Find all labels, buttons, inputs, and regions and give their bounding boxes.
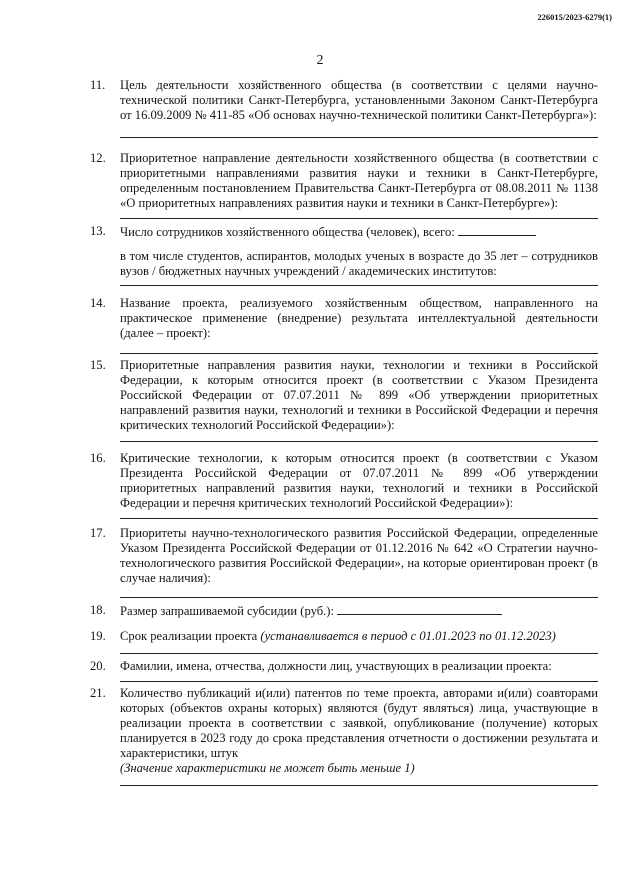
item-number: 16. bbox=[90, 451, 106, 465]
form-item-11 bbox=[90, 78, 598, 123]
item-text: Размер запрашиваемой субсидии (руб.): bbox=[120, 604, 335, 618]
item-text: Цель деятельности хозяйственного общества (в соответствии с целями научно-технической политики Санкт-Петербурга, установленными Законом Санкт-Петербурга от 16.09.2009 № 411-85 «Об основах научно-технической политики Санкт-Петербурга»): bbox=[120, 78, 598, 122]
item-text: Количество публикаций и(или) патентов по теме проекта, авторами и(или) соавторами которых (объектов охраны которых) являются (будут являться) лица, участвующие в реализации проекта в соответствии с заявкой, опубликование (получение) которых планируется в 2023 году до срока представления отчетности о достижении результата и характеристики, штук bbox=[120, 686, 598, 760]
item-text: Приоритетное направление деятельности хозяйственного общества (в соответствии с приоритетными направлениями развития науки и техники в Санкт-Петербурге, определенным постановлением Правительства Санкт-Петербурга от 08.08.2011 № 1138 «О приоритетных направлениях развития науки и техники в Санкт-Петербурге»): bbox=[120, 151, 598, 210]
form-item-21 bbox=[90, 686, 598, 776]
item-number: 13. bbox=[90, 224, 106, 238]
item-number: 11. bbox=[90, 78, 106, 92]
item-number: 17. bbox=[90, 526, 106, 540]
form-item-12 bbox=[90, 151, 598, 211]
item-subtext: в том числе студентов, аспирантов, молодых ученых в возрасте до 35 лет – сотрудников вузов / бюджетных научных учреждений / академических институтов: bbox=[120, 249, 598, 278]
item-text: Число сотрудников хозяйственного общества (человек), всего: bbox=[120, 225, 455, 239]
item-number: 18. bbox=[90, 603, 106, 617]
item-text: Приоритетные направления развития науки, технологии и техники в Российской Федерации, к которым относится проект (в соответствии с Указом Президента Российской Федерации от 07.07.2011 № 899 «Об утверждении приоритетных направлений развития науки, технологий и техники в Российской Федерации и перечня критических технологий Российской Федерации»): bbox=[120, 358, 598, 432]
item-text: Критические технологии, к которым относится проект (в соответствии с Указом Президента Российской Федерации от 07.07.2011 № 899 «Об утверждении приоритетных направлений развития науки, технологий и техники в Российской Федерации и перечня критических технологий Российской Федерации»): bbox=[120, 451, 598, 510]
form-items bbox=[90, 78, 598, 786]
item-number: 20. bbox=[90, 659, 106, 673]
answer-line-20[interactable] bbox=[120, 681, 598, 682]
form-item-19 bbox=[90, 629, 598, 644]
form-item-20 bbox=[90, 659, 598, 674]
answer-line-14[interactable] bbox=[120, 353, 598, 354]
employee-count-field[interactable] bbox=[458, 224, 536, 236]
answer-line-11[interactable] bbox=[120, 137, 598, 138]
item-text: Фамилии, имена, отчества, должности лиц, участвующих в реализации проекта: bbox=[120, 659, 552, 673]
item-note: (устанавливается в период с 01.01.2023 по 01.12.2023) bbox=[260, 629, 556, 643]
answer-line-19[interactable] bbox=[120, 653, 598, 654]
subsidy-amount-field[interactable] bbox=[337, 603, 502, 615]
item-note: (Значение характеристики не может быть меньше 1) bbox=[120, 761, 415, 775]
answer-line-15[interactable] bbox=[120, 441, 598, 442]
answer-line-12[interactable] bbox=[120, 218, 598, 219]
item-number: 21. bbox=[90, 686, 106, 700]
item-text: Название проекта, реализуемого хозяйственным обществом, направленного на практическое применение (внедрение) результата интеллектуальной деятельности (далее – проект): bbox=[120, 296, 598, 340]
form-item-15 bbox=[90, 358, 598, 433]
form-item-13 bbox=[90, 224, 598, 279]
item-text: Приоритеты научно-технологического развития Российской Федерации, определенные Указом Президента Российской Федерации от 01.12.2016 № 642 «О Стратегии научно-технологического развития Российской Федерации», на которые ориентирован проект (в случае наличия): bbox=[120, 526, 598, 585]
answer-line-21[interactable] bbox=[120, 785, 598, 786]
answer-line-16[interactable] bbox=[120, 518, 598, 519]
item-number: 19. bbox=[90, 629, 106, 643]
form-item-17 bbox=[90, 526, 598, 586]
answer-line-13[interactable] bbox=[120, 285, 598, 286]
item-number: 14. bbox=[90, 296, 106, 310]
item-number: 15. bbox=[90, 358, 106, 372]
form-item-18 bbox=[90, 603, 598, 619]
answer-line-17[interactable] bbox=[120, 597, 598, 598]
page-number: 2 bbox=[316, 53, 324, 68]
form-item-16 bbox=[90, 451, 598, 511]
form-item-14 bbox=[90, 296, 598, 341]
document-id: 226015/2023-6279(1) bbox=[537, 12, 612, 22]
item-number: 12. bbox=[90, 151, 106, 165]
item-text: Срок реализации проекта bbox=[120, 629, 258, 643]
